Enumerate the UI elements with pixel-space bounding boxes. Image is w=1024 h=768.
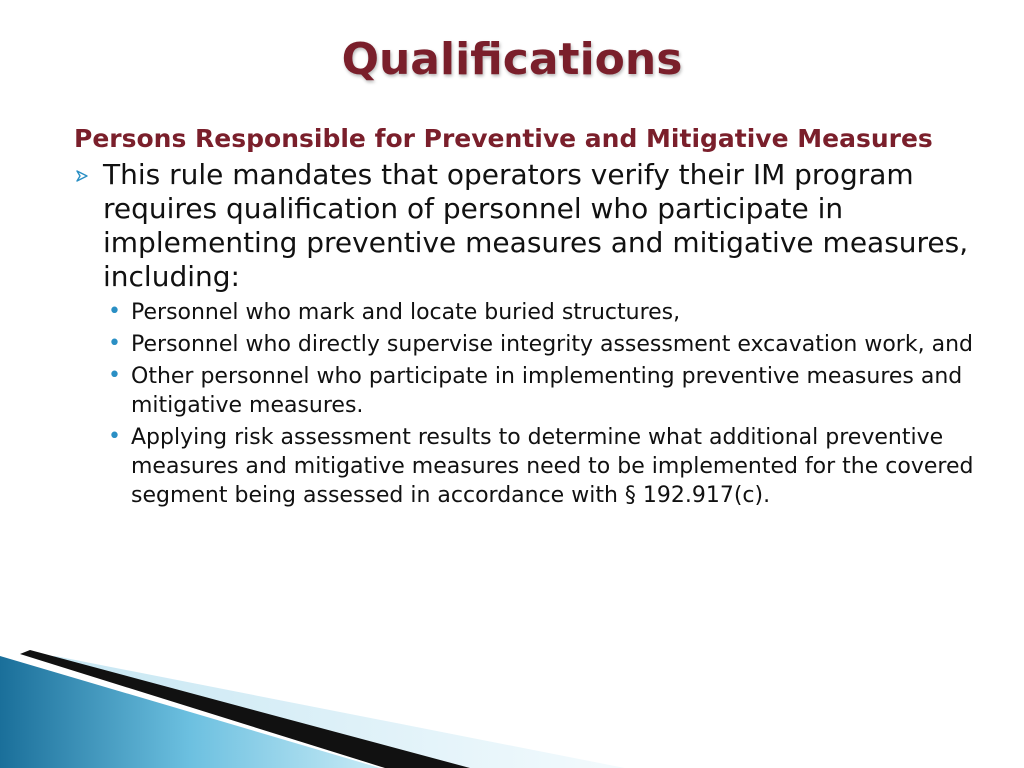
dot-icon: • xyxy=(108,331,121,356)
slide-title: Qualifications xyxy=(341,34,683,85)
sub-bullet-item xyxy=(108,298,974,327)
sub-bullet-list xyxy=(74,298,974,510)
dot-icon: • xyxy=(108,299,121,324)
dot-icon: • xyxy=(108,424,121,449)
decorative-corner-swoosh xyxy=(0,638,1024,768)
dot-icon: • xyxy=(108,363,121,388)
slide-content xyxy=(74,122,974,513)
sub-bullet-item xyxy=(108,362,974,420)
chevron-right-arrow-icon xyxy=(76,170,88,182)
sub-bullet-item xyxy=(108,423,974,510)
main-bullet xyxy=(74,158,974,294)
sub-bullet-text: Personnel who mark and locate buried structures, xyxy=(131,300,681,325)
section-subheading: Persons Responsible for Preventive and Mitigative Measures xyxy=(74,124,933,153)
sub-bullet-text: Other personnel who participate in implementing preventive measures and mitigative measures. xyxy=(131,364,963,418)
main-bullet-text: This rule mandates that operators verify their IM program requires qualification of personnel who participate in implementing preventive measures and mitigative measures, including: xyxy=(103,158,969,293)
sub-bullet-text: Applying risk assessment results to determine what additional preventive measures and mitigative measures need to be implemented for the covered segment being assessed in accordance with § 192.917(c). xyxy=(131,425,974,508)
sub-bullet-item xyxy=(108,330,974,359)
sub-bullet-text: Personnel who directly supervise integrity assessment excavation work, and xyxy=(131,332,973,357)
